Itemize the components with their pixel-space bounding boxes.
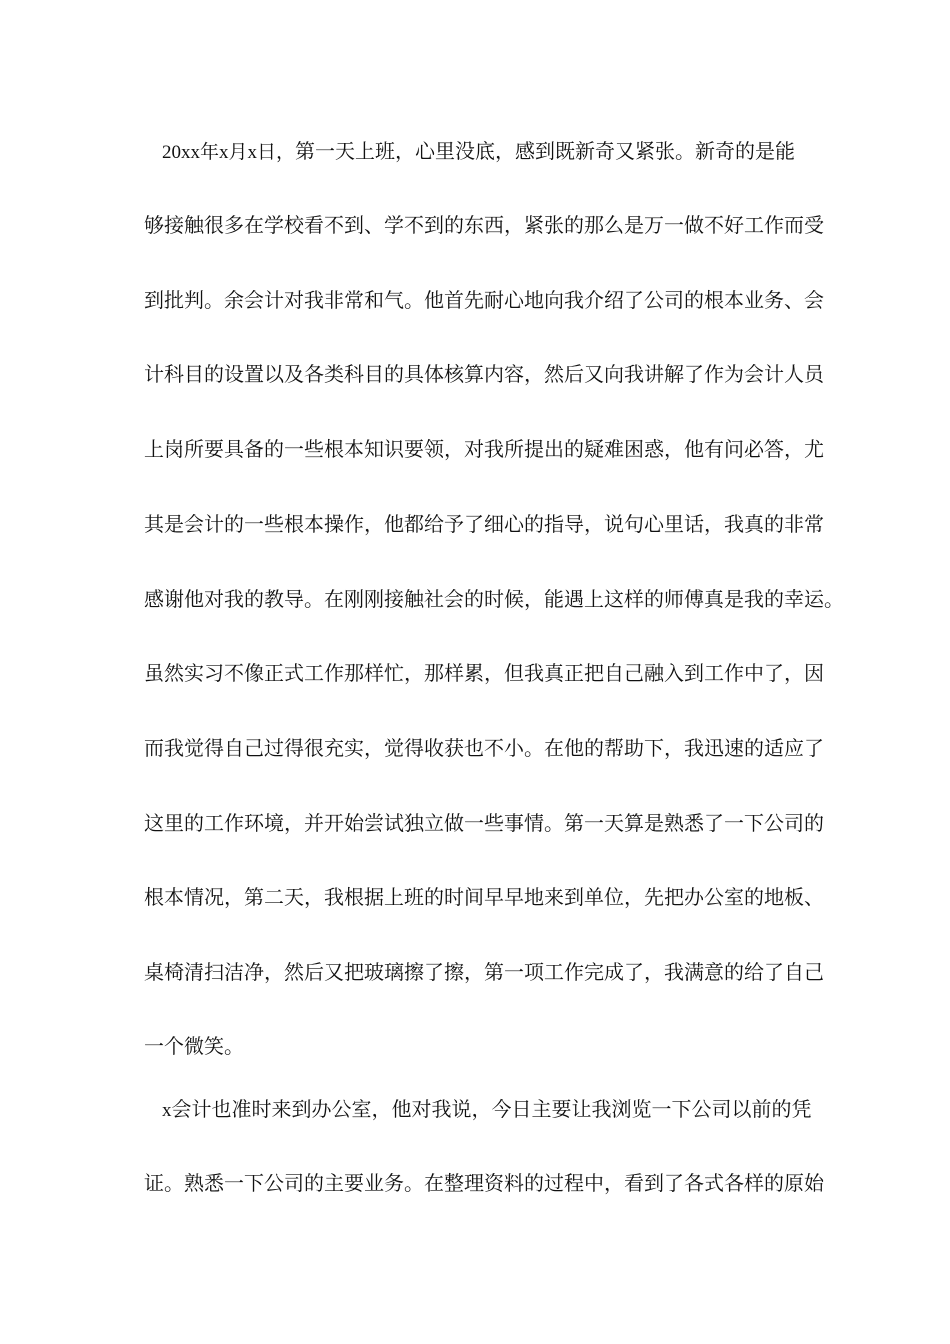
paragraph-2-line-1-text: 会计也准时来到办公室，他对我说，今日主要让我浏览一下公司以前的凭 (171, 1097, 812, 1121)
paragraph-1-line: 一个微笑。 (144, 1034, 244, 1058)
paragraph-1-line: 上岗所要具备的一些根本知识要领，对我所提出的疑难困惑，他有问必答，尤 (144, 437, 824, 461)
date-text: 20xx年x月x日， (162, 142, 296, 163)
paragraph-2-line-1 (162, 1094, 812, 1124)
paragraph-1-line: 桌椅清扫洁净，然后又把玻璃擦了擦，第一项工作完成了，我满意的给了自己 (144, 960, 824, 984)
paragraph-1-line: 感谢他对我的教导。在刚刚接触社会的时候，能遇上这样的师傅真是我的幸运。 (144, 587, 844, 611)
paragraph-1-line: 虽然实习不像正式工作那样忙，那样累，但我真正把自己融入到工作中了，因 (144, 661, 824, 685)
name-placeholder-text: x (162, 1100, 172, 1121)
paragraph-1-line: 而我觉得自己过得很充实，觉得收获也不小。在他的帮助下，我迅速的适应了 (144, 736, 824, 760)
paragraph-1-line: 够接触很多在学校看不到、学不到的东西，紧张的那么是万一做不好工作而受 (144, 213, 824, 237)
paragraph-1-line: 其是会计的一些根本操作，他都给予了细心的指导，说句心里话，我真的非常 (144, 512, 824, 536)
paragraph-1-line: 计科目的设置以及各类科目的具体核算内容，然后又向我讲解了作为会计人员 (144, 362, 824, 386)
paragraph-1-line: 根本情况，第二天，我根据上班的时间早早地来到单位，先把办公室的地板、 (144, 885, 824, 909)
paragraph-1-line: 这里的工作环境，并开始尝试独立做一些事情。第一天算是熟悉了一下公司的 (144, 811, 824, 835)
paragraph-1-line-1-text: 第一天上班，心里没底，感到既新奇又紧张。新奇的是能 (295, 139, 796, 163)
paragraph-1-line-1 (162, 136, 795, 166)
paragraph-2-line: 证。熟悉一下公司的主要业务。在整理资料的过程中，看到了各式各样的原始 (144, 1171, 824, 1195)
paragraph-1-line: 到批判。余会计对我非常和气。他首先耐心地向我介绍了公司的根本业务、会 (144, 288, 824, 312)
